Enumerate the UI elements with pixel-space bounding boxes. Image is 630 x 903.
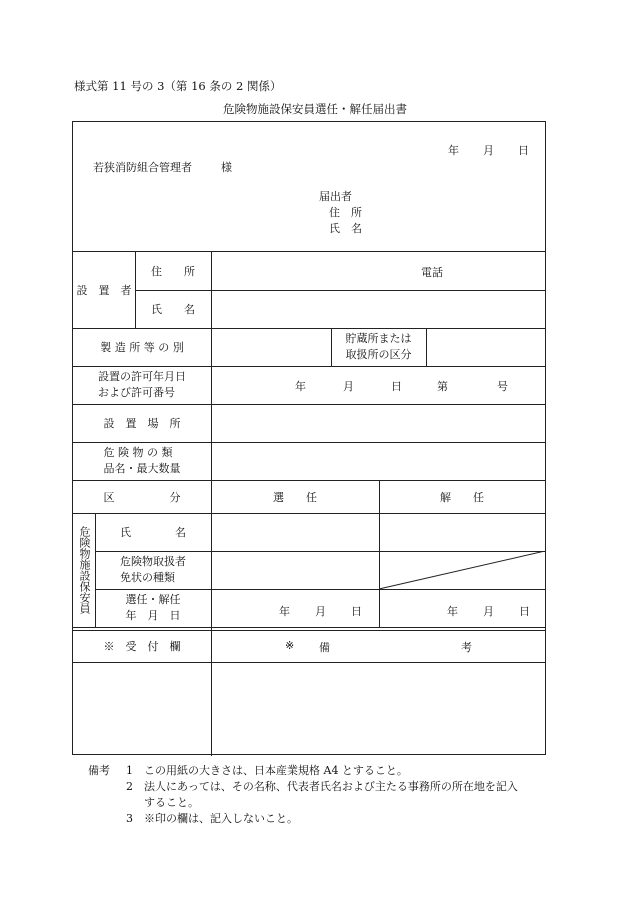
date-month: 月 bbox=[483, 144, 494, 157]
dismiss-month: 月 bbox=[483, 605, 494, 618]
note-item: すること。 bbox=[144, 796, 199, 809]
permit-dai: 第 bbox=[437, 380, 448, 393]
installer-name-label: 氏 名 bbox=[151, 303, 195, 316]
remarks-bi: 備 bbox=[319, 641, 330, 654]
reception-label: ※ 受 付 欄 bbox=[103, 640, 181, 653]
note-item: 法人にあっては、その名称、代表者氏名および主たる事務所の所在地を記入 bbox=[144, 780, 518, 793]
dismiss-day: 日 bbox=[519, 605, 530, 618]
installer-label: 設 置 者 bbox=[76, 283, 132, 297]
form-number: 様式第 11 号の 3（第 16 条の 2 関係） bbox=[74, 79, 282, 93]
permit-label: 設置の許可年月日 および許可番号 bbox=[98, 370, 186, 399]
officer-vertical-label: 危険物施設保安員 bbox=[78, 526, 91, 614]
note-item: ※印の欄は、記入しないこと。 bbox=[144, 812, 298, 825]
appoint-month: 月 bbox=[315, 605, 326, 618]
notes-label: 備考 bbox=[88, 764, 110, 777]
category-label: 区 分 bbox=[103, 490, 181, 504]
remarks-ko: 考 bbox=[461, 641, 472, 654]
appoint-day: 日 bbox=[351, 605, 362, 618]
location-label: 設 置 場 所 bbox=[103, 417, 181, 430]
permit-month: 月 bbox=[343, 380, 354, 393]
diagonal-strike bbox=[379, 551, 545, 589]
form-table bbox=[72, 121, 546, 755]
permit-day: 日 bbox=[391, 380, 402, 393]
notifier-address-label: 住 所 bbox=[329, 206, 362, 219]
storage-category-label: 貯蔵所または 取扱所の区分 bbox=[345, 332, 412, 361]
permit-go: 号 bbox=[497, 380, 508, 393]
addressee: 若狭消防組合管理者 bbox=[93, 161, 192, 174]
phone-label: 電話 bbox=[421, 266, 443, 279]
document-title: 危険物施設保安員選任・解任届出書 bbox=[223, 102, 407, 116]
appoint-header: 選 任 bbox=[273, 490, 317, 504]
permit-year: 年 bbox=[295, 380, 306, 393]
dismiss-header: 解 任 bbox=[440, 490, 484, 504]
notes: 備考 1 この用紙の大きさは、日本産業規格 A4 とすること。 2 法人にあっては、その名称、代表者氏名および主たる事務所の所在地を記入 すること。 3 ※印の欄は、記入しないこと。 bbox=[88, 764, 518, 825]
date-day: 日 bbox=[518, 144, 529, 157]
notifier-name-label: 氏 名 bbox=[329, 222, 362, 235]
officer-name-label: 氏 名 bbox=[120, 526, 186, 539]
appoint-date-label: 選任・解任 年 月 日 bbox=[125, 593, 181, 622]
honorific: 様 bbox=[221, 161, 232, 174]
dismiss-year: 年 bbox=[447, 605, 458, 618]
date-year: 年 bbox=[448, 144, 459, 157]
appoint-year: 年 bbox=[279, 605, 290, 618]
note-item: この用紙の大きさは、日本産業規格 A4 とすること。 bbox=[144, 764, 408, 777]
hazmat-label: 危 険 物 の 類 品名・最大数量 bbox=[103, 446, 181, 475]
notifier-label: 届出者 bbox=[319, 190, 352, 203]
remarks-mark: ※ bbox=[285, 639, 295, 652]
facility-type-label: 製 造 所 等 の 別 bbox=[100, 341, 184, 354]
license-label: 危険物取扱者 免状の種類 bbox=[120, 555, 186, 584]
installer-address-label: 住 所 bbox=[151, 264, 195, 278]
